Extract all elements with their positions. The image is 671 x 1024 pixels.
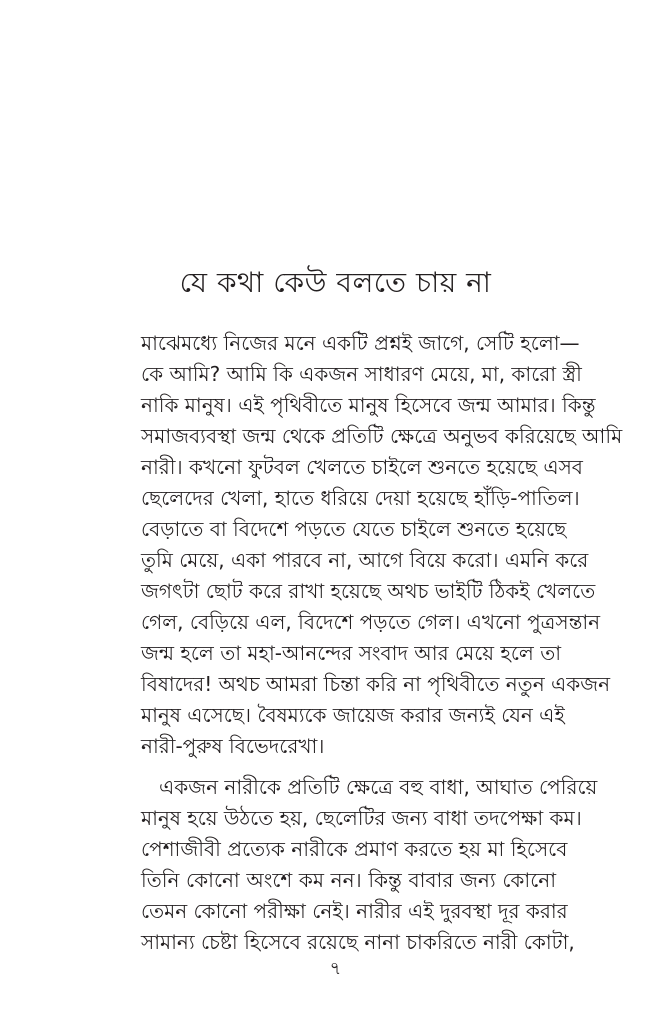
text-line: মাঝেমধ্যে নিজের মনে একটি প্রশ্নই জাগে, সেটি হলো— (141, 331, 580, 355)
text-line: জন্ম হলে তা মহা-আনন্দের সংবাদ আর মেয়ে হলে তা (141, 641, 562, 665)
body-text (141, 328, 623, 958)
text-line: নারী। কখনো ফুটবল খেলতে চাইলে শুনতে হয়েছে এসব (141, 455, 583, 479)
text-line: পেশাজীবী প্রত্যেক নারীকে প্রমাণ করতে হয় মা হিসেবে (141, 837, 568, 861)
text-line: মানুষ হয়ে উঠতে হয়, ছেলেটির জন্য বাধা তদপেক্ষা কম। (141, 806, 582, 830)
text-line: মানুষ এসেছে। বৈষম্যকে জায়েজ করার জন্যই যেন এই (141, 703, 565, 727)
text-line: তিনি কোনো অংশে কম নন। কিন্তু বাবার জন্য কোনো (141, 868, 556, 892)
text-line: জগৎটা ছোট করে রাখা হয়েছে অথচ ভাইটি ঠিকই খেলতে (141, 579, 596, 603)
text-line: তেমন কোনো পরীক্ষা নেই। নারীর এই দুরবস্থা দূর করার (141, 899, 568, 923)
text-line: বেড়াতে বা বিদেশে পড়তে যেতে চাইলে শুনতে হয়েছে (141, 517, 567, 541)
page-number: ৭ (329, 958, 342, 979)
text-line: সামান্য চেষ্টা হিসেবে রয়েছে নানা চাকরিতে নারী কোটা, (141, 930, 575, 954)
text-line: কে আমি? আমি কি একজন সাধারণ মেয়ে, মা, কারো স্ত্রী (141, 362, 582, 386)
text-line: তুমি মেয়ে, একা পারবে না, আগে বিয়ে করো। এমনি করে (141, 548, 589, 572)
text-line: ছেলেদের খেলা, হাতে ধরিয়ে দেয়া হয়েছে হাঁড়ি-পাতিল। (141, 486, 580, 510)
text-line: সমাজব্যবস্থা জন্ম থেকে প্রতিটি ক্ষেত্রে অনুভব করিয়েছে আমি (141, 424, 623, 448)
text-line: নাকি মানুষ। এই পৃথিবীতে মানুষ হিসেবে জন্ম আমার। কিন্তু (141, 393, 596, 417)
paragraph-2 (141, 772, 598, 958)
paragraph-1 (141, 328, 623, 762)
text-line: নারী-পুরুষ বিভেদরেখা। (141, 734, 325, 758)
text-line: একজন নারীকে প্রতিটি ক্ষেত্রে বহু বাধা, আঘাত পেরিয়ে (159, 775, 598, 799)
text-line: গেল, বেড়িয়ে এল, বিদেশে পড়তে গেল। এখনো পুত্রসন্তান (141, 610, 601, 634)
chapter-title: যে কথা কেউ বলতে চায় না (179, 266, 492, 299)
text-line: বিষাদের! অথচ আমরা চিন্তা করি না পৃথিবীতে নতুন একজন (141, 672, 611, 696)
